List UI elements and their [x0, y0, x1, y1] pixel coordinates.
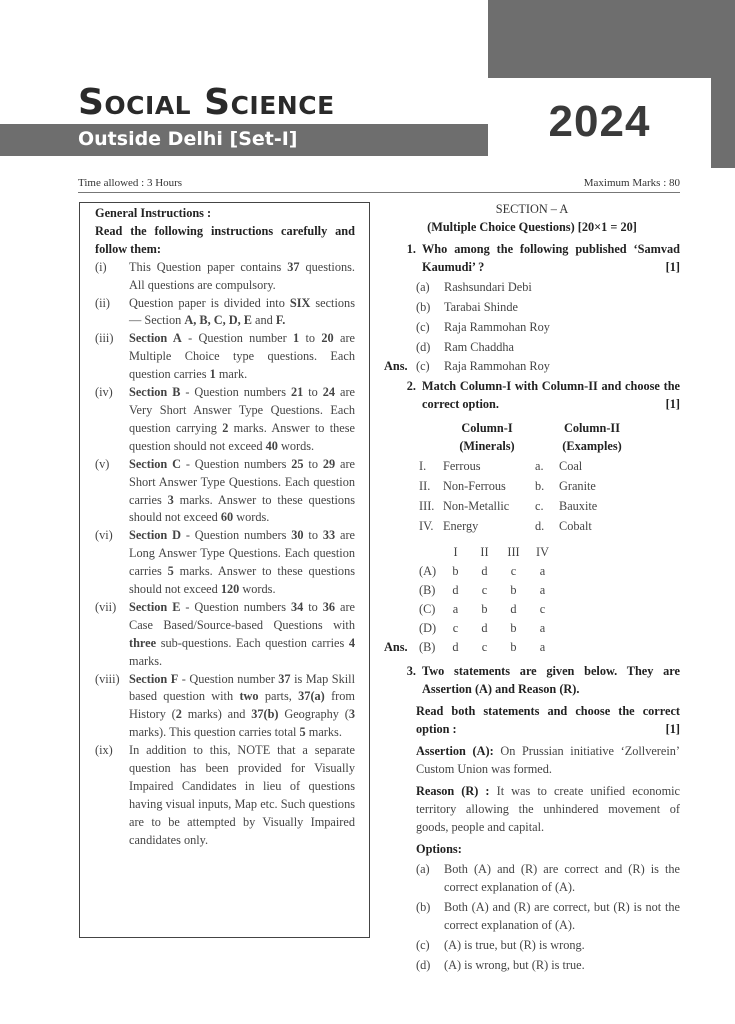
grid-header-cell: IV	[536, 545, 549, 559]
grid-option-row	[419, 619, 680, 637]
general-instructions	[95, 205, 355, 850]
grid-cell: c	[452, 621, 459, 635]
question-3-option	[416, 860, 680, 896]
column-1-header: Column-I (Minerals)	[459, 421, 515, 453]
question-number: 2.	[406, 379, 416, 393]
grid-option-label: (A)	[419, 564, 437, 578]
example-letter: c.	[535, 499, 544, 513]
instruction-number: (vii)	[95, 599, 117, 614]
example-letter: d.	[535, 519, 545, 533]
question-marks: [1]	[665, 397, 680, 411]
question-text	[422, 377, 680, 413]
instruction-text: Section B - Question numbers 21 to 24 are Very Short Answer Type Questions. Each question carrying 2 marks. Answer to these question should not exceed 40 words.	[129, 385, 356, 453]
grid-cell: c	[481, 640, 488, 654]
instruction-number: (iv)	[95, 385, 113, 400]
match-column-headers	[442, 419, 680, 455]
example-letter: b.	[535, 479, 545, 493]
question-3-options	[384, 860, 680, 974]
grid-cell: d	[481, 621, 488, 635]
exam-year: 2024	[548, 97, 651, 146]
question-text: Two statements are given below. They are Assertion (A) and Reason (R).	[422, 664, 680, 696]
option-text: Both (A) and (R) are correct, but (R) is not the correct explanation of (A).	[444, 900, 680, 932]
question-marks: [1]	[665, 260, 680, 274]
grid-cell: b	[510, 583, 517, 597]
assertion	[416, 742, 680, 778]
option-label: (c)	[416, 938, 430, 952]
section-subtitle	[384, 218, 680, 236]
instructions-lead: Read the following instructions carefully and follow them:	[95, 223, 355, 256]
example: Bauxite	[559, 499, 598, 513]
instruction-number: (viii)	[95, 671, 120, 686]
option-text: Rashsundari Debi	[444, 280, 532, 294]
grid-option-label: (B)	[419, 583, 436, 597]
instruction-text: Section A - Question number 1 to 20 are Multiple Choice type questions. Each question carries 1 mark.	[129, 331, 356, 382]
question-1-text: Who among the following published ‘Samvad Kaumudi’ ?	[422, 242, 680, 274]
question-number: 1.	[406, 242, 416, 256]
mineral: Ferrous	[443, 459, 481, 473]
question-1-option	[416, 298, 680, 316]
instruction-text: Section D - Question numbers 30 to 33 are Long Answer Type Questions. Each question carries 5 marks. Answer to these questions should not exceed 120 words.	[129, 528, 356, 597]
answer-text: Raja Rammohan Roy	[444, 359, 550, 373]
grid-cell: c	[539, 602, 546, 616]
assertion-text: On Prussian initiative ‘Zollverein’ Custom Union was formed.	[416, 744, 681, 776]
mineral: Non-Metallic	[443, 499, 510, 513]
instruction-item	[95, 599, 355, 671]
question-1-answer	[384, 357, 680, 375]
answer-label: Ans.	[384, 359, 408, 373]
section-title: SECTION – A	[495, 202, 569, 216]
grid-cell: d	[510, 602, 517, 616]
instruction-number: (vi)	[95, 528, 113, 543]
reason-label: Reason (R) :	[416, 784, 490, 798]
grid-cell: a	[539, 621, 546, 635]
grid-option-label: (C)	[419, 602, 436, 616]
option-text: (A) is wrong, but (R) is true.	[444, 958, 585, 972]
section-subtitle-text: (Multiple Choice Questions)	[427, 220, 575, 234]
grid-answer-row	[384, 638, 680, 656]
header-divider	[78, 192, 680, 193]
option-label: (d)	[416, 340, 431, 354]
grid-cell: b	[510, 640, 517, 654]
reason-text: It was to create unified economic territory allowing the unhindered movement of goods, people and capital.	[416, 784, 681, 834]
instruction-item	[95, 671, 355, 743]
answer-label: Ans.	[384, 640, 408, 654]
example-letter: a.	[535, 459, 544, 473]
grid-cell: a	[539, 640, 546, 654]
instruction-text: This Question paper contains 37 questions. All questions are compulsory.	[129, 259, 355, 292]
question-text	[422, 240, 680, 276]
roman-numeral: III.	[419, 499, 435, 513]
time-allowed: Time allowed : 3 Hours	[78, 177, 183, 189]
instruction-text: Section F - Question number 37 is Map Skill based question with two parts, 37(a) from History (2 marks) and 37(b) Geography (3 marks). This question carries total 5 marks.	[129, 671, 356, 740]
match-row	[419, 497, 680, 515]
option-text: Tarabai Shinde	[444, 300, 518, 314]
instruction-item	[95, 384, 355, 456]
grid-header-cell: II	[480, 545, 489, 559]
instruction-number: (iii)	[95, 331, 114, 346]
grid-cell: a	[539, 583, 546, 597]
match-answer-grid	[384, 543, 680, 656]
instruction-item	[95, 527, 355, 599]
grid-cell: c	[481, 583, 488, 597]
answer-option-label: (c)	[416, 359, 430, 373]
column-2-header: Column-II (Examples)	[562, 421, 622, 453]
option-label: (d)	[416, 958, 431, 972]
reason	[416, 782, 680, 836]
grid-header-cell: III	[507, 545, 520, 559]
match-row	[419, 477, 680, 495]
option-label: (b)	[416, 900, 431, 914]
question-number: 3.	[406, 664, 416, 678]
assertion-label: Assertion (A):	[416, 744, 494, 758]
page-subtitle: Outside Delhi [Set-I]	[78, 128, 298, 150]
grid-header-cell: I	[453, 545, 458, 559]
instruction-text: Question paper is divided into SIX sections — Section A, B, C, D, E and F.	[129, 295, 355, 328]
option-label: (b)	[416, 300, 431, 314]
question-1	[384, 240, 680, 276]
instruction-text: Section C - Question numbers 25 to 29 are Short Answer Type Questions. Each question carries 3 marks. Answer to these questions should not exceed 60 words.	[129, 456, 356, 525]
match-rows	[384, 457, 680, 535]
example: Coal	[559, 459, 583, 473]
roman-numeral: IV.	[419, 519, 434, 533]
match-row	[419, 457, 680, 475]
option-label: (a)	[416, 862, 430, 876]
instruction-text: Section E - Question numbers 34 to 36 are Case Based/Source-based Questions with three sub-questions. Each question carries 4 marks.	[129, 599, 356, 668]
question-1-option	[416, 338, 680, 356]
instruction-item	[95, 742, 355, 849]
section-marks: [20×1 = 20]	[577, 220, 637, 234]
grid-option-row	[419, 600, 680, 618]
roman-numeral: I.	[419, 459, 427, 473]
question-3-option	[416, 956, 680, 974]
instruction-item	[95, 456, 355, 528]
example: Granite	[559, 479, 596, 493]
instruction-number: (i)	[95, 259, 107, 274]
grid-cell: d	[452, 583, 459, 597]
question-2-text: Match Column-I with Column-II and choose the correct option.	[422, 379, 680, 411]
grid-cell: d	[481, 564, 488, 578]
grid-cell: a	[539, 564, 546, 578]
grid-cell: c	[510, 564, 517, 578]
grid-cell: d	[452, 640, 459, 654]
instruction-item	[95, 330, 355, 384]
mineral: Non-Ferrous	[443, 479, 506, 493]
question-1-options	[384, 278, 680, 356]
grid-cell: b	[510, 621, 517, 635]
grid-spacer	[419, 543, 441, 561]
question-1-option	[416, 278, 680, 296]
question-1-option	[416, 318, 680, 336]
roman-numeral: II.	[419, 479, 431, 493]
question-3	[384, 662, 680, 698]
match-row	[419, 517, 680, 535]
grid-option-row	[419, 562, 680, 580]
instruction-number: (ii)	[95, 295, 111, 310]
instruction-item	[95, 295, 355, 331]
maximum-marks: Maximum Marks : 80	[583, 177, 680, 189]
grid-header-row	[419, 543, 680, 561]
question-3-instruction-text: Read both statements and choose the correct option :	[416, 704, 680, 736]
page-title: Social Science	[78, 82, 335, 123]
instruction-number: (ix)	[95, 743, 113, 758]
question-3-instruction	[416, 702, 680, 738]
option-text: (A) is true, but (R) is wrong.	[444, 938, 585, 952]
answer-option-label: (B)	[419, 640, 436, 654]
instruction-text: In addition to this, NOTE that a separate question has been provided for Visually Impaired Candidates in lieu of questions having visual inputs, Map etc. Such questions are to be attempted by Visually Impaired candidates only.	[129, 743, 355, 847]
mineral: Energy	[443, 519, 479, 533]
grid-cell: a	[452, 602, 459, 616]
instructions-heading: General Instructions :	[95, 206, 212, 220]
question-3-option	[416, 898, 680, 934]
question-marks: [1]	[665, 722, 680, 736]
instructions-list	[95, 259, 355, 850]
instruction-number: (v)	[95, 456, 110, 471]
grid-cell: b	[452, 564, 459, 578]
option-text: Ram Chaddha	[444, 340, 515, 354]
grid-cell: b	[481, 602, 488, 616]
example: Cobalt	[559, 519, 592, 533]
question-2	[384, 377, 680, 413]
question-3-option	[416, 936, 680, 954]
grid-option-row	[419, 581, 680, 599]
instruction-item	[95, 259, 355, 295]
option-label: (c)	[416, 320, 430, 334]
questions-column	[384, 200, 680, 974]
option-text: Both (A) and (R) are correct and (R) is the correct explanation of (A).	[444, 862, 680, 894]
grid-option-label: (D)	[419, 621, 437, 635]
option-label: (a)	[416, 280, 430, 294]
option-text: Raja Rammohan Roy	[444, 320, 550, 334]
options-label: Options:	[416, 842, 462, 856]
